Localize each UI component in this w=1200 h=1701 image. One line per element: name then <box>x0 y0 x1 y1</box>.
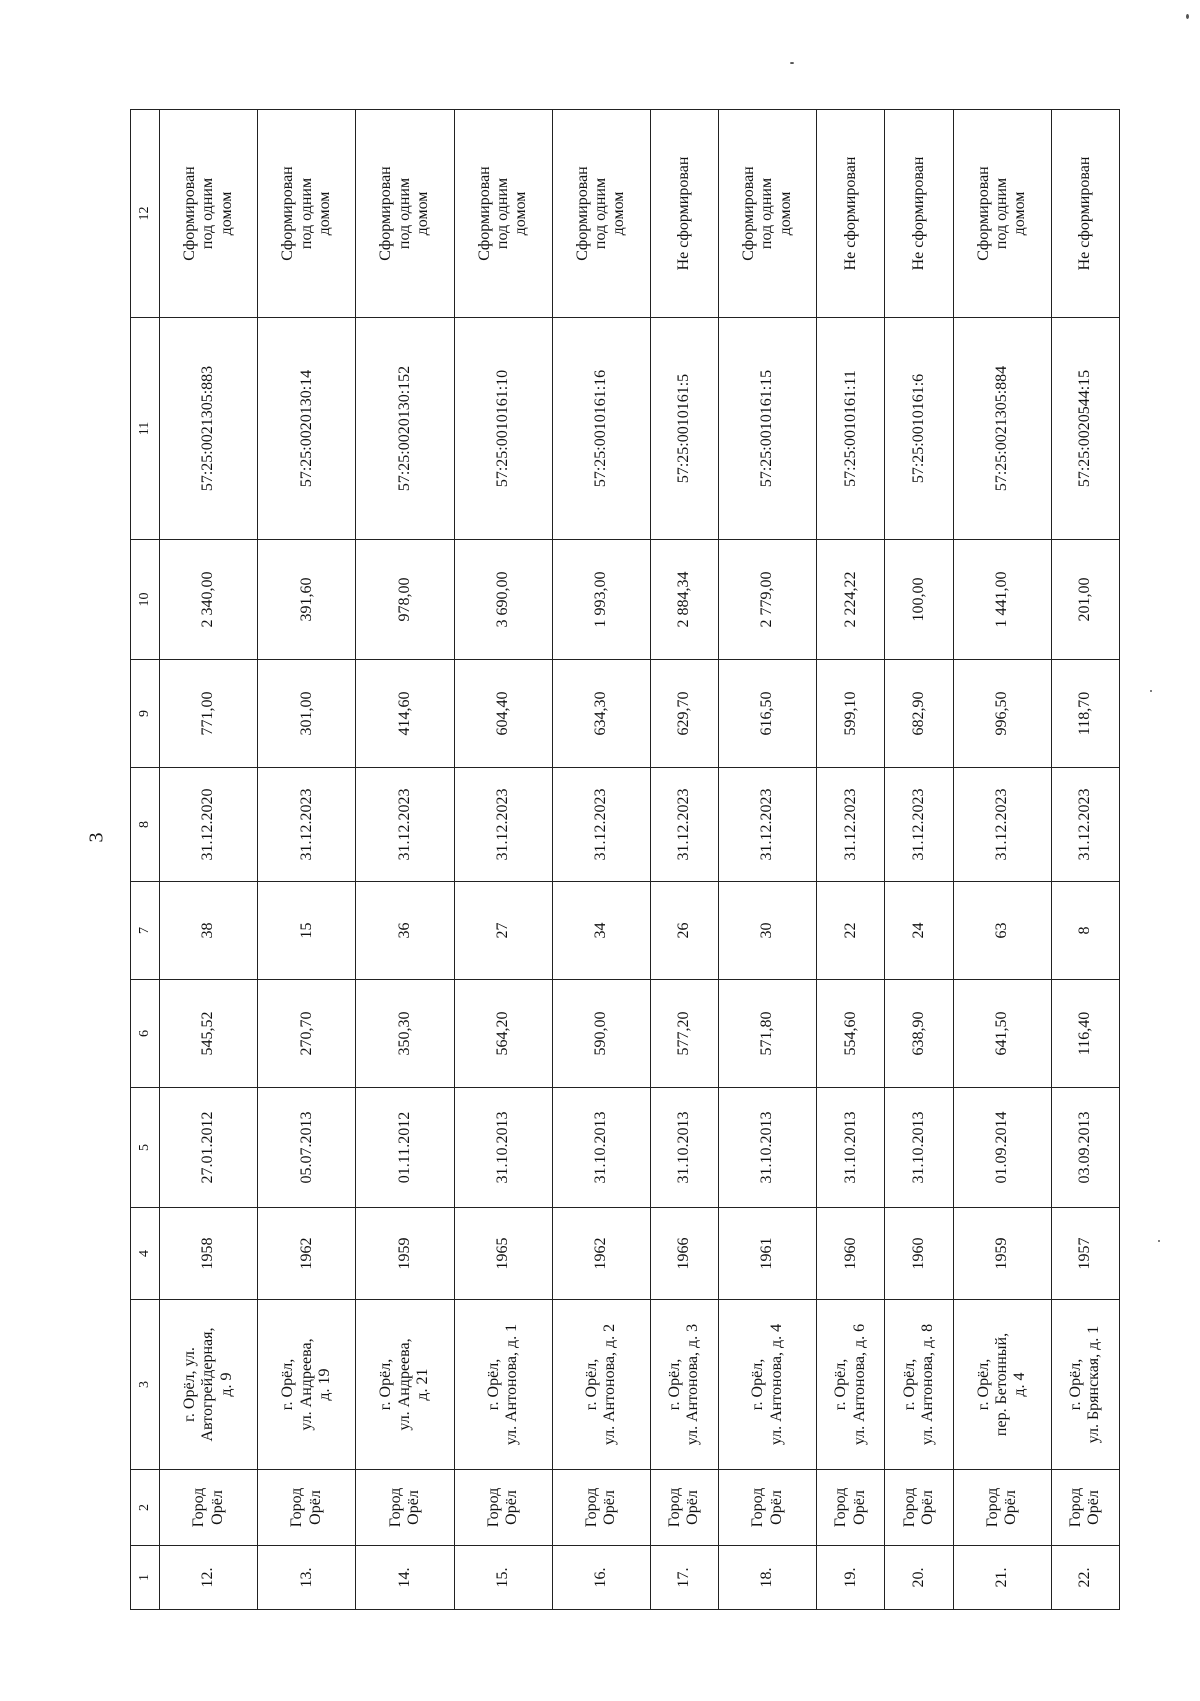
scan-speck <box>1150 690 1152 692</box>
residents-cell: 22 <box>817 882 885 980</box>
date-cell: 03.09.2013 <box>1051 1088 1119 1208</box>
deadline-cell: 31.12.2023 <box>719 768 817 882</box>
area-cell: 554,60 <box>817 980 885 1088</box>
year-cell: 1960 <box>885 1208 953 1300</box>
value10-cell: 2 340,00 <box>160 540 258 660</box>
column-header: 10 <box>131 540 160 660</box>
area-cell: 270,70 <box>258 980 356 1088</box>
row-number: 12. <box>160 1546 258 1610</box>
status-cell: Сформирован под одним домом <box>552 110 650 318</box>
status-cell: Не сформирован <box>817 110 885 318</box>
register-body <box>160 110 1120 1610</box>
value9-cell: 301,00 <box>258 660 356 768</box>
deadline-cell: 31.12.2023 <box>454 768 552 882</box>
residents-cell: 30 <box>719 882 817 980</box>
value10-cell: 100,00 <box>885 540 953 660</box>
table-row <box>650 110 718 1610</box>
residents-cell: 26 <box>650 882 718 980</box>
locality-cell: Город Орёл <box>454 1470 552 1546</box>
cadastral-cell: 57:25:0010161:15 <box>719 318 817 540</box>
area-cell: 571,80 <box>719 980 817 1088</box>
year-cell: 1957 <box>1051 1208 1119 1300</box>
cadastral-cell: 57:25:0010161:10 <box>454 318 552 540</box>
value10-cell: 3 690,00 <box>454 540 552 660</box>
column-header: 5 <box>131 1088 160 1208</box>
value10-cell: 2 224,22 <box>817 540 885 660</box>
value10-cell: 391,60 <box>258 540 356 660</box>
residents-cell: 24 <box>885 882 953 980</box>
year-cell: 1965 <box>454 1208 552 1300</box>
table-row <box>552 110 650 1610</box>
status-cell: Сформирован под одним домом <box>953 110 1051 318</box>
date-cell: 31.10.2013 <box>454 1088 552 1208</box>
locality-cell: Город Орёл <box>160 1470 258 1546</box>
value10-cell: 2 884,34 <box>650 540 718 660</box>
value9-cell: 118,70 <box>1051 660 1119 768</box>
cadastral-cell: 57:25:0020544:15 <box>1051 318 1119 540</box>
column-header: 11 <box>131 318 160 540</box>
address-cell: г. Орёл, ул. Андреева, д. 19 <box>258 1300 356 1470</box>
residents-cell: 34 <box>552 882 650 980</box>
locality-cell: Город Орёл <box>356 1470 454 1546</box>
table-row <box>454 110 552 1610</box>
value10-cell: 2 779,00 <box>719 540 817 660</box>
address-cell: г. Орёл, ул. Автогрейдерная, д. 9 <box>160 1300 258 1470</box>
column-header: 12 <box>131 110 160 318</box>
date-cell: 31.10.2013 <box>817 1088 885 1208</box>
row-number: 16. <box>552 1546 650 1610</box>
housing-register-table <box>130 109 1120 1610</box>
value9-cell: 771,00 <box>160 660 258 768</box>
area-cell: 638,90 <box>885 980 953 1088</box>
column-header: 6 <box>131 980 160 1088</box>
column-header: 9 <box>131 660 160 768</box>
row-number: 13. <box>258 1546 356 1610</box>
date-cell: 31.10.2013 <box>650 1088 718 1208</box>
locality-cell: Город Орёл <box>650 1470 718 1546</box>
row-number: 18. <box>719 1546 817 1610</box>
residents-cell: 63 <box>953 882 1051 980</box>
row-number: 15. <box>454 1546 552 1610</box>
residents-cell: 38 <box>160 882 258 980</box>
area-cell: 641,50 <box>953 980 1051 1088</box>
address-cell: г. Орёл, ул. Антонова, д. 1 <box>454 1300 552 1470</box>
address-cell: г. Орёл, ул. Антонова, д. 8 <box>885 1300 953 1470</box>
value9-cell: 996,50 <box>953 660 1051 768</box>
date-cell: 31.10.2013 <box>552 1088 650 1208</box>
locality-cell: Город Орёл <box>552 1470 650 1546</box>
column-header: 8 <box>131 768 160 882</box>
deadline-cell: 31.12.2023 <box>953 768 1051 882</box>
row-number: 19. <box>817 1546 885 1610</box>
address-cell: г. Орёл, ул. Антонова, д. 3 <box>650 1300 718 1470</box>
deadline-cell: 31.12.2023 <box>1051 768 1119 882</box>
year-cell: 1958 <box>160 1208 258 1300</box>
table-row <box>719 110 817 1610</box>
scan-speck <box>790 62 794 64</box>
column-header: 2 <box>131 1470 160 1546</box>
date-cell: 31.10.2013 <box>719 1088 817 1208</box>
area-cell: 545,52 <box>160 980 258 1088</box>
table-row <box>356 110 454 1610</box>
cadastral-cell: 57:25:0010161:6 <box>885 318 953 540</box>
deadline-cell: 31.12.2023 <box>356 768 454 882</box>
residents-cell: 27 <box>454 882 552 980</box>
locality-cell: Город Орёл <box>258 1470 356 1546</box>
year-cell: 1962 <box>258 1208 356 1300</box>
scan-speck <box>1186 14 1189 19</box>
cadastral-cell: 57:25:0020130:152 <box>356 318 454 540</box>
scan-speck <box>1158 1240 1160 1242</box>
value10-cell: 201,00 <box>1051 540 1119 660</box>
status-cell: Сформирован под одним домом <box>160 110 258 318</box>
status-cell: Сформирован под одним домом <box>258 110 356 318</box>
row-number: 17. <box>650 1546 718 1610</box>
locality-cell: Город Орёл <box>719 1470 817 1546</box>
residents-cell: 36 <box>356 882 454 980</box>
date-cell: 01.11.2012 <box>356 1088 454 1208</box>
area-cell: 590,00 <box>552 980 650 1088</box>
row-number: 14. <box>356 1546 454 1610</box>
deadline-cell: 31.12.2023 <box>885 768 953 882</box>
value9-cell: 634,30 <box>552 660 650 768</box>
status-cell: Сформирован под одним домом <box>356 110 454 318</box>
cadastral-cell: 57:25:0020130:14 <box>258 318 356 540</box>
status-cell: Не сформирован <box>1051 110 1119 318</box>
table-row <box>1051 110 1119 1610</box>
date-cell: 27.01.2012 <box>160 1088 258 1208</box>
rotated-table-frame <box>130 110 1120 1610</box>
column-header: 7 <box>131 882 160 980</box>
value10-cell: 1 993,00 <box>552 540 650 660</box>
cadastral-cell: 57:25:0010161:16 <box>552 318 650 540</box>
status-cell: Сформирован под одним домом <box>454 110 552 318</box>
address-cell: г. Орёл, ул. Антонова, д. 6 <box>817 1300 885 1470</box>
residents-cell: 8 <box>1051 882 1119 980</box>
column-number-row <box>131 110 160 1610</box>
row-number: 20. <box>885 1546 953 1610</box>
table-row <box>885 110 953 1610</box>
date-cell: 31.10.2013 <box>885 1088 953 1208</box>
value10-cell: 978,00 <box>356 540 454 660</box>
row-number: 22. <box>1051 1546 1119 1610</box>
cadastral-cell: 57:25:0021305:883 <box>160 318 258 540</box>
deadline-cell: 31.12.2023 <box>817 768 885 882</box>
value9-cell: 604,40 <box>454 660 552 768</box>
value9-cell: 414,60 <box>356 660 454 768</box>
area-cell: 116,40 <box>1051 980 1119 1088</box>
deadline-cell: 31.12.2023 <box>552 768 650 882</box>
address-cell: г. Орёл, ул. Антонова, д. 4 <box>719 1300 817 1470</box>
date-cell: 01.09.2014 <box>953 1088 1051 1208</box>
residents-cell: 15 <box>258 882 356 980</box>
address-cell: г. Орёл, ул. Брянская, д. 1 <box>1051 1300 1119 1470</box>
value9-cell: 629,70 <box>650 660 718 768</box>
column-header: 1 <box>131 1546 160 1610</box>
year-cell: 1959 <box>356 1208 454 1300</box>
year-cell: 1962 <box>552 1208 650 1300</box>
table-row <box>953 110 1051 1610</box>
column-header: 4 <box>131 1208 160 1300</box>
locality-cell: Город Орёл <box>1051 1470 1119 1546</box>
cadastral-cell: 57:25:0021305:884 <box>953 318 1051 540</box>
area-cell: 564,20 <box>454 980 552 1088</box>
year-cell: 1960 <box>817 1208 885 1300</box>
table-row <box>258 110 356 1610</box>
deadline-cell: 31.12.2023 <box>650 768 718 882</box>
year-cell: 1966 <box>650 1208 718 1300</box>
value10-cell: 1 441,00 <box>953 540 1051 660</box>
value9-cell: 682,90 <box>885 660 953 768</box>
cadastral-cell: 57:25:0010161:5 <box>650 318 718 540</box>
deadline-cell: 31.12.2023 <box>258 768 356 882</box>
area-cell: 577,20 <box>650 980 718 1088</box>
locality-cell: Город Орёл <box>817 1470 885 1546</box>
row-number: 21. <box>953 1546 1051 1610</box>
deadline-cell: 31.12.2020 <box>160 768 258 882</box>
year-cell: 1961 <box>719 1208 817 1300</box>
address-cell: г. Орёл, ул. Андреева, д. 21 <box>356 1300 454 1470</box>
address-cell: г. Орёл, ул. Антонова, д. 2 <box>552 1300 650 1470</box>
address-cell: г. Орёл, пер. Бетонный, д. 4 <box>953 1300 1051 1470</box>
date-cell: 05.07.2013 <box>258 1088 356 1208</box>
locality-cell: Город Орёл <box>953 1470 1051 1546</box>
cadastral-cell: 57:25:0010161:11 <box>817 318 885 540</box>
column-header: 3 <box>131 1300 160 1470</box>
status-cell: Сформирован под одним домом <box>719 110 817 318</box>
locality-cell: Город Орёл <box>885 1470 953 1546</box>
value9-cell: 616,50 <box>719 660 817 768</box>
year-cell: 1959 <box>953 1208 1051 1300</box>
status-cell: Не сформирован <box>650 110 718 318</box>
area-cell: 350,30 <box>356 980 454 1088</box>
table-row <box>817 110 885 1610</box>
page-number: 3 <box>85 832 108 843</box>
status-cell: Не сформирован <box>885 110 953 318</box>
value9-cell: 599,10 <box>817 660 885 768</box>
table-row <box>160 110 258 1610</box>
